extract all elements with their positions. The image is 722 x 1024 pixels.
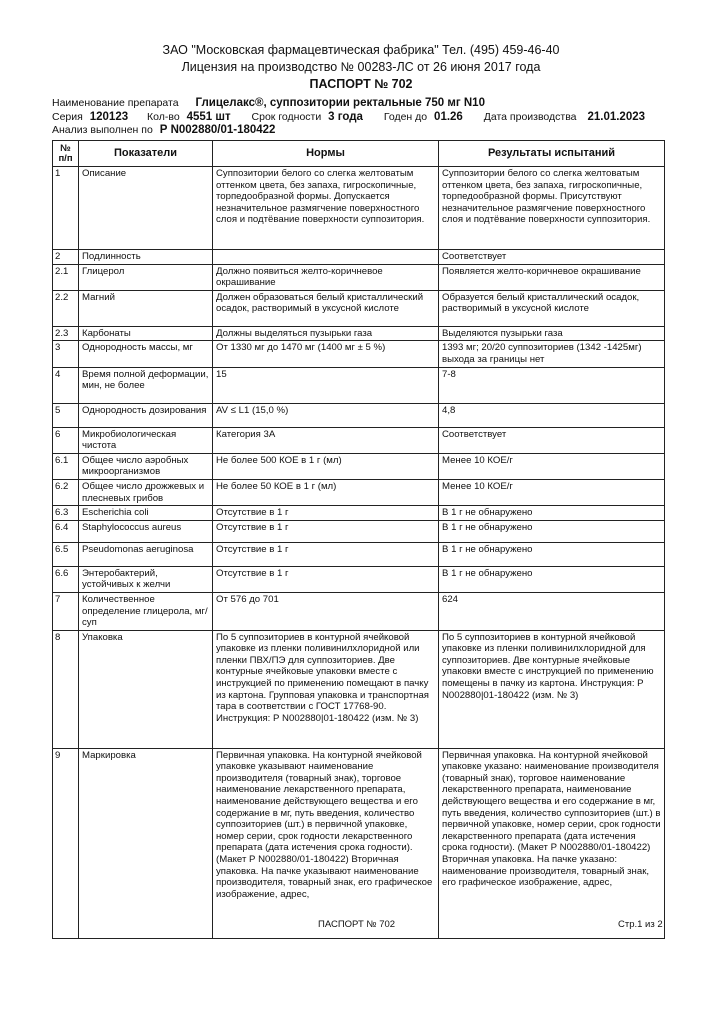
row-norm: AV ≤ L1 (15,0 %) (213, 403, 439, 427)
row-result: Появляется желто-коричневое окрашивание (439, 264, 665, 290)
row-indicator: Escherichia coli (79, 506, 213, 521)
row-number: 6.4 (53, 520, 79, 542)
table-row (53, 506, 665, 521)
row-number: 1 (53, 167, 79, 250)
row-result: Образуется белый кристаллический осадок, растворимый в уксусной кислоте (439, 290, 665, 326)
row-indicator: Staphylococcus aureus (79, 520, 213, 542)
row-norm: Суппозитории белого со слегка желтоватым оттенком цвета, без запаха, гигроскопичные, торпедообразной формы. Допускается незначительное размягчение поверхностного слоя и подтёвание поверхности суппозитория. (213, 167, 439, 250)
row-indicator: Общее число аэробных микроорганизмов (79, 453, 213, 479)
row-number: 8 (53, 630, 79, 748)
table-row (53, 630, 665, 748)
footer-title: ПАСПОРТ № 702 (318, 919, 396, 930)
row-norm: От 576 до 701 (213, 592, 439, 630)
shelf-life-value: 3 года (328, 111, 363, 123)
row-result: 4,8 (439, 403, 665, 427)
row-number: 6.3 (53, 506, 79, 521)
row-indicator: Общее число дрожжевых и плесневых грибов (79, 479, 213, 505)
row-norm: Отсутствие в 1 г (213, 506, 439, 521)
license-line: Лицензия на производство № 00283-ЛС от 26 июня 2017 года (181, 60, 541, 74)
row-indicator: Микробиологическая чистота (79, 427, 213, 453)
row-result: В 1 г не обнаружено (439, 542, 665, 566)
table-row (53, 341, 665, 367)
row-indicator: Подлинность (79, 250, 213, 265)
row-result: Менее 10 КОЕ/г (439, 453, 665, 479)
row-number: 6.1 (53, 453, 79, 479)
row-norm: 15 (213, 367, 439, 403)
row-number: 4 (53, 367, 79, 403)
col-header-norms: Нормы (213, 141, 439, 167)
row-norm: Отсутствие в 1 г (213, 520, 439, 542)
analysis-row: Анализ выполнен по Р N002880/01-180422 (52, 124, 276, 136)
row-norm: Категория 3А (213, 427, 439, 453)
valid-until-value: 01.26 (434, 111, 463, 123)
table-row (53, 566, 665, 592)
table-row (53, 367, 665, 403)
product-name: Глицелакс®, суппозитории ректальные 750 мг N10 (195, 97, 485, 109)
production-date-value: 21.01.2023 (587, 111, 646, 123)
col-header-results: Результаты испытаний (439, 141, 665, 167)
product-name-row: Наименование препарата Глицелакс®, суппозитории ректальные 750 мг N10 (52, 97, 485, 109)
row-norm: Отсутствие в 1 г (213, 542, 439, 566)
row-norm: От 1330 мг до 1470 мг (1400 мг ± 5 %) (213, 341, 439, 367)
table-row (53, 403, 665, 427)
table-row (53, 592, 665, 630)
row-indicator: Pseudomonas aeruginosa (79, 542, 213, 566)
table-row (53, 264, 665, 290)
row-indicator: Магний (79, 290, 213, 326)
row-norm: По 5 суппозиториев в контурной ячейковой упаковке из пленки поливинилхлоридной или пленки ПВХ/ПЭ для суппозиториев. Две контурные ячейковые упаковки вместе с инструкцией по применению помещают в пачку из картона. Групповая упаковка и транспортная тара в соответствии с ГОСТ 17768-90. Инструкция: Р N002880|01-180422 (изм. № 3) (213, 630, 439, 748)
row-number: 2.2 (53, 290, 79, 326)
col-header-indicator: Показатели (79, 141, 213, 167)
row-number: 2.1 (53, 264, 79, 290)
row-norm: Должно появиться желто-коричневое окрашивание (213, 264, 439, 290)
company-header: ЗАО "Московская фармацевтическая фабрика" Тел. (495) 459-46-40 (162, 43, 560, 57)
row-result: 7-8 (439, 367, 665, 403)
row-number: 2 (53, 250, 79, 265)
table-row (53, 326, 665, 341)
row-indicator: Описание (79, 167, 213, 250)
table-row (53, 453, 665, 479)
row-norm: Первичная упаковка. На контурной ячейковой упаковке указывают наименование производителя (товарный знак), торговое наименование лекарственного препарата, наименование действующего вещества и его содержание в мг, путь введения, количество суппозиториев (шт.) в первичной упаковке, номер серии, срок годности лекарственного препарата (дата истечения срока годности). (Макет Р N002880/01-180422) Вторичная упаковка. На пачке указывают наименование производителя, товарный знак, его графическое изображение, адрес, (213, 748, 439, 938)
row-indicator: Энтеробактерий, устойчивых к желчи (79, 566, 213, 592)
row-norm (213, 250, 439, 265)
table-row (53, 542, 665, 566)
row-indicator: Время полной деформации, мин, не более (79, 367, 213, 403)
row-norm: Должны выделяться пузырьки газа (213, 326, 439, 341)
series-value: 120123 (89, 111, 129, 123)
document-title: ПАСПОРТ № 702 (309, 77, 413, 91)
col-header-number: № п/п (53, 141, 79, 167)
row-result: В 1 г не обнаружено (439, 520, 665, 542)
row-result: 1393 мг; 20/20 суппозиториев (1342 -1425мг) выхода за границы нет (439, 341, 665, 367)
row-result: По 5 суппозиториев в контурной ячейковой упаковке из пленки поливинилхлоридной для суппозиториев. Две контурные ячейковые упаковки вместе с инструкцией по применению помещены в пачку из картона. Инструкция: Р N002880|01-180422 (изм. № 3) (439, 630, 665, 748)
row-result: В 1 г не обнаружено (439, 566, 665, 592)
row-number: 3 (53, 341, 79, 367)
row-number: 5 (53, 403, 79, 427)
row-result: В 1 г не обнаружено (439, 506, 665, 521)
table-row (53, 427, 665, 453)
row-norm: Не более 500 КОЕ в 1 г (мл) (213, 453, 439, 479)
row-indicator: Однородность дозирования (79, 403, 213, 427)
row-indicator: Однородность массы, мг (79, 341, 213, 367)
table-row (53, 748, 665, 938)
row-number: 6.2 (53, 479, 79, 505)
row-number: 6.6 (53, 566, 79, 592)
row-result: Первичная упаковка. На контурной ячейковой упаковке указано: наименование производителя (товарный знак), торговое наименование лекарственного препарата, наименование действующего вещества и его содержание в мг, путь введения, количество суппозиториев (шт.) в первичной упаковке, номер серии, срок годности лекарственного препарата (дата истечения срока годности). (Макет Р N002880/01-180422) Вторичная упаковка. На пачке указано: наименование производителя, товарный знак, его графическое изображение, адрес, (439, 748, 665, 938)
row-number: 9 (53, 748, 79, 938)
row-indicator: Маркировка (79, 748, 213, 938)
table-row (53, 520, 665, 542)
row-number: 7 (53, 592, 79, 630)
row-norm: Должен образоваться белый кристаллический осадок, растворимый в уксусной кислоте (213, 290, 439, 326)
row-result: Суппозитории белого со слегка желтоватым оттенком цвета, без запаха, гигроскопичные, торпедообразной формы. Присутствуют незначительное размягчение поверхностного слоя и подтёвание поверхности суппозитория. (439, 167, 665, 250)
table-row (53, 167, 665, 250)
table-row (53, 290, 665, 326)
row-number: 6 (53, 427, 79, 453)
series-row: Серия 120123 Кол-во 4551 шт Срок годности 3 года Годен до 01.26 Дата производства 21.01.2023 (52, 111, 646, 123)
row-indicator: Упаковка (79, 630, 213, 748)
row-result: Менее 10 КОЕ/г (439, 479, 665, 505)
row-result: Соответствует (439, 250, 665, 265)
row-indicator: Карбонаты (79, 326, 213, 341)
row-number: 6.5 (53, 542, 79, 566)
page-number: Стр.1 из 2 (618, 919, 663, 930)
row-norm: Отсутствие в 1 г (213, 566, 439, 592)
test-results-table (52, 140, 665, 939)
table-row (53, 479, 665, 505)
qty-value: 4551 шт (186, 111, 231, 123)
row-result: 624 (439, 592, 665, 630)
row-number: 2.3 (53, 326, 79, 341)
row-indicator: Глицерол (79, 264, 213, 290)
row-result: Выделяются пузырьки газа (439, 326, 665, 341)
row-indicator: Количественное определение глицерола, мг/суп (79, 592, 213, 630)
row-norm: Не более 50 КОЕ в 1 г (мл) (213, 479, 439, 505)
analysis-value: Р N002880/01-180422 (159, 124, 276, 136)
row-result: Соответствует (439, 427, 665, 453)
table-row (53, 250, 665, 265)
